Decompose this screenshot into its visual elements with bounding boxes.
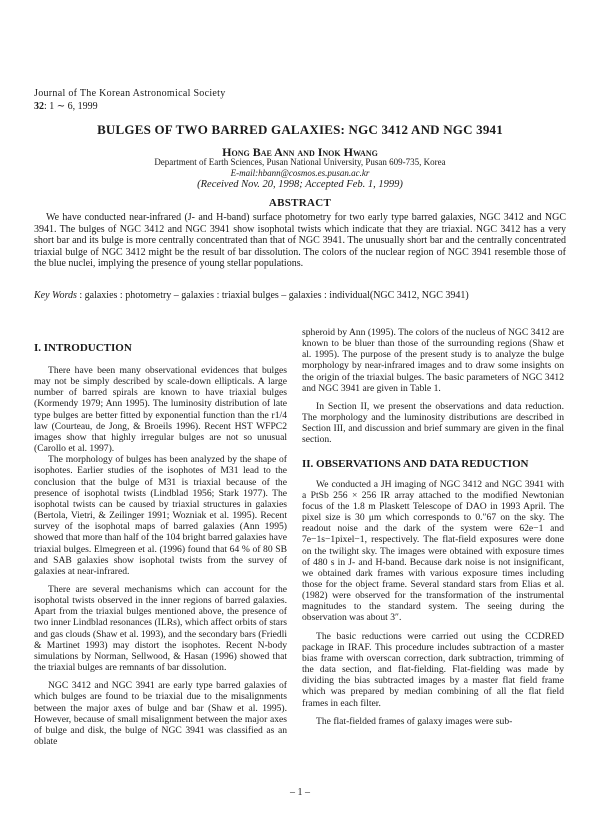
author-affiliation: Department of Earth Sciences, Pusan National University, Pusan 609-735, Korea [154, 157, 446, 167]
keywords [34, 290, 574, 302]
paragraph: There are several mechanisms which can account for the isophotal twists observed in the inner regions of barred galaxies. Apart from the triaxial bulges mentioned above, the presence of two inner Lindblad resonances (ILRs), which affect orbits of stars and gas clouds (Shaw et al. 1993), and the secondary bars (Friedli & Martinet 1993) may distort the isophotes. Recent N-body simulations by Norman, Sellwood, & Hasan (1996) showed that the triaxial bulges are remnants of bar dissolution. [34, 583, 287, 674]
column-left [34, 342, 287, 747]
column-right [302, 327, 564, 727]
received-dates: (Received Nov. 20, 1998; Accepted Feb. 1, 1999) [197, 179, 403, 190]
abstract-text: We have conducted near-infrared (J- and H-band) surface photometry for two early type barred galaxies, NGC 3412 and NGC 3941. The bulges of NGC 3412 and NGC 3941 show isophotal twists which indicate that they are triaxial. NGC 3412 has a very short bar and its bulge is more centrally concentrated than that of NGC 3941. The unusually short bar and the centrally concentrated triaxial bulge of NGC 3412 might be the result of bar dissolution. The colors of the nuclear region of NGC 3941 resemble those of the blue nuclei, implying the presence of young stellar populations. [34, 212, 566, 270]
page-number: – 1 – [290, 787, 310, 798]
keywords-label: Key Words [34, 290, 77, 301]
keywords-text: : galaxies : photometry – galaxies : triaxial bulges – galaxies : individual(NGC 3412, NGC 3941) [79, 290, 469, 301]
paragraph: spheroid by Ann (1995). The colors of the nucleus of NGC 3412 are known to be bluer than those of the surrounding regions (Shaw et al. 1995). The purpose of the present study is to analyze the bulge morphology by near-infrared images and to draw some insights on the origin of the triaxial bulges. The basic parameters of NGC 3412 and NGC 3941 are given in Table 1. [302, 327, 564, 394]
paragraph: There have been many observational evidences that bulges may not be simply described by scale-down ellipticals. A large number of barred spirals are known to have triaxial bulges (Kormendy 1979; Ann 1995). The luminosity distribution of late type bulges are better fitted by exponential function than the r1/4 law (Courteau, de Jong, & Broeils 1996). Recent HST WFPC2 images show that highly irregular bulges are not so unusual (Carollo et al. 1997). [34, 365, 287, 455]
section-heading-introduction: I. INTRODUCTION [34, 342, 132, 354]
author-email: E-mail:hbann@cosmos.es.pusan.ac.kr [230, 168, 370, 178]
abstract-heading: ABSTRACT [268, 197, 332, 209]
paragraph: The flat-fielded frames of galaxy images were sub- [316, 715, 513, 727]
paragraph: In Section II, we present the observations and data reduction. The morphology and the luminosity distributions are described in Section III, and discussion and brief summary are given in the final section. [302, 400, 564, 446]
paper-authors: Hong Bae Ann and Inok Hwang [222, 145, 378, 159]
section-heading-observations: II. OBSERVATIONS AND DATA REDUCTION [302, 457, 529, 470]
paragraph: The morphology of bulges has been analyzed by the shape of isophotes. Earlier studies of the isophotes of M31 lead to the conclusion that the bulge of M31 is triaxial because of the presence of isophotal twists (Lindblad 1956; Stark 1977). The isophotal twists can be caused by triaxial structures in galaxies (Bertola, Vietri, & Zeilinger 1991; Wozniak et al. 1995). Recent survey of the isophotal maps of barred galaxies (Ann 1995) showed that more than half of the 104 bright barred galaxies have triaxial bulges. Elmegreen et al. (1996) found that 64 % of 80 SB and SAB galaxies show isophotal twists from the survey of galaxies at near-infrared. [34, 454, 287, 577]
journal-name: Journal of The Korean Astronomical Society [34, 88, 226, 99]
volume-number: 32 [34, 101, 44, 112]
paragraph: We conducted a JH imaging of NGC 3412 and NGC 3941 with a PtSb 256 × 256 IR array attached to the modified Newtonian focus of the 1.8 m Plaskett Telescope of DAO in 1993 April. The pixel size is 30 μm which corresponds to 0.″67 on the sky. The readout noise and the dark of the system were 62e−1 and 7e−1s−1pixel−1, respectively. The flat-field exposures were done on the twilight sky. The images were obtained with exposure times of 480 s in J- and H-band. Because dark noise is not insignificant, we obtained dark frames with various exposure times including those for the object frame. Several standard stars from Elias et al. (1982) were observed for the transformation of the instrumental magnitudes to the standard system. The seeing during the observation was about 3″. [302, 478, 564, 624]
paragraph: The basic reductions were carried out using the CCDRED package in IRAF. This procedure includes subtraction of a master bias frame with overscan correction, dark subtraction, trimming of the data section, and flat-fielding. Flat-fielding was made by dividing the bias subtracted images by a master flat field frame which was prepared by median combining of all the flat field frames in each filter. [302, 630, 564, 709]
paragraph: NGC 3412 and NGC 3941 are early type barred galaxies of which bulges are found to be triaxial due to the misalignments between the major axes of bulge and bar (Shaw et al. 1995). However, because of small misalignment between the major axes of bulge and disk, the bulge of NGC 3941 was classified as an oblate [34, 680, 287, 747]
page-range: : 1 ∼ 6, 1999 [44, 101, 98, 112]
paper-title: BULGES OF TWO BARRED GALAXIES: NGC 3412 AND NGC 3941 [97, 122, 503, 137]
volume-info [34, 101, 98, 112]
